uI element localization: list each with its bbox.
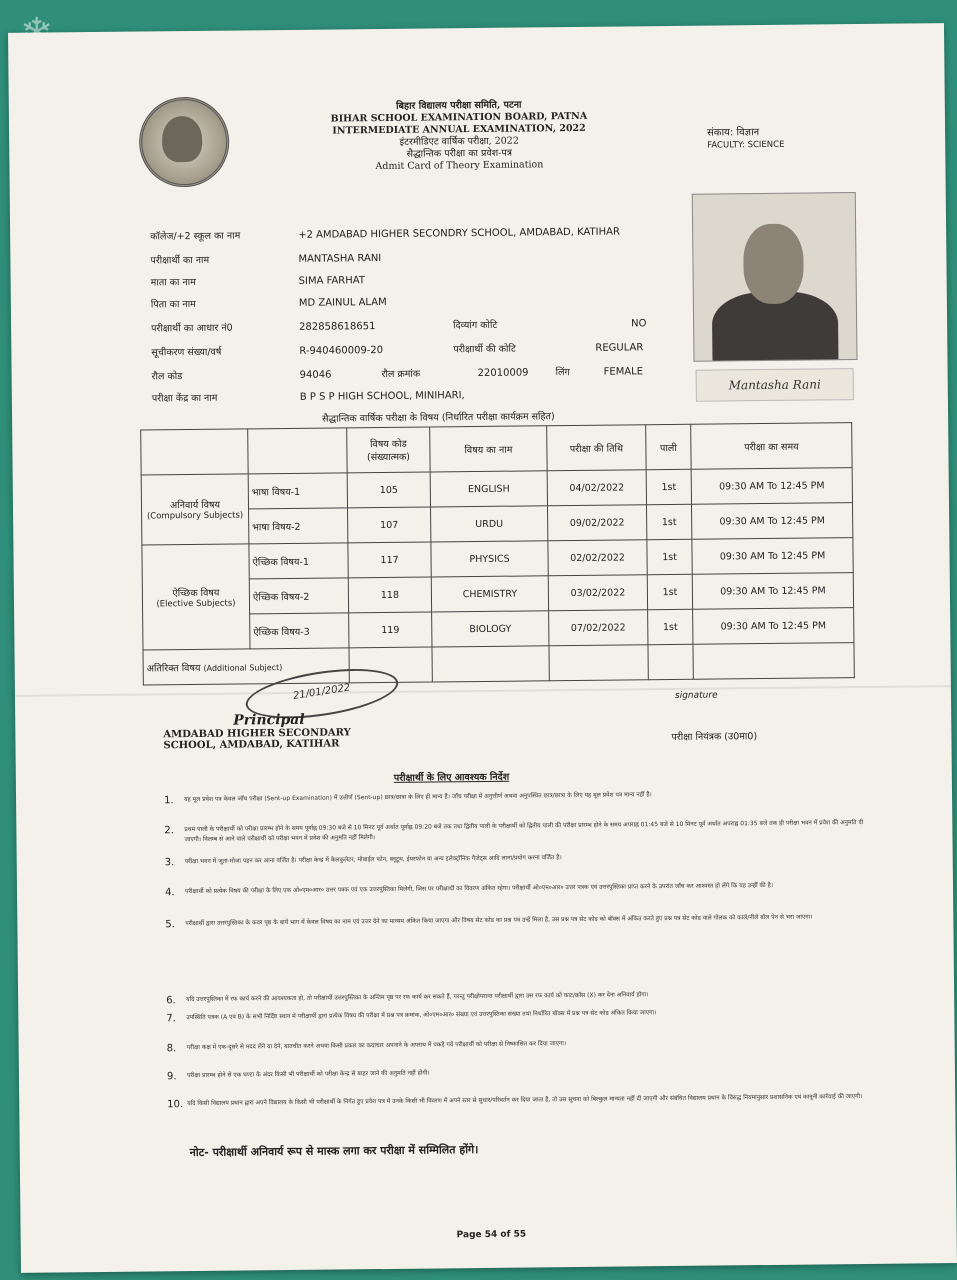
school-value: +2 AMDABAD HIGHER SECONDRY SCHOOL, AMDABAD, KATIHAR xyxy=(298,226,620,241)
category-value: REGULAR xyxy=(595,342,644,354)
document-header xyxy=(269,98,650,174)
header-date: परीक्षा की तिथि xyxy=(547,425,646,471)
instruction-text: परीक्षार्थी द्वारा उत्तरपुस्तिका के कवर पृष्ठ के बायें भाग में केवल विषय का नाम एवं उत्तर देने का माध्यम अंकित किया जाएगा और विषय सेट कोड का प्रश्न पत्र उन्हें मिला है, उस प्रश्न पत्र सेट कोड को बॉक्स में अंकित करते हुए प्रश्न पत्र सेट कोड वाले गोलक को काले/नीले बॉल पेन से भरा जाएगा। xyxy=(185,913,813,928)
instruction-number: 4. xyxy=(164,887,175,899)
exam-schedule-table xyxy=(140,422,855,685)
instruction-number: 8. xyxy=(166,1043,177,1055)
instruction-number: 9. xyxy=(166,1071,177,1083)
father-name-value: MD ZAINUL ALAM xyxy=(298,296,387,309)
paper-fold xyxy=(15,685,951,697)
instruction-text: उपस्थिति पत्रक (A एवं B) के सभी निर्दिष्ट स्थान में परीक्षार्थी द्वारा प्रत्येक विषय की परीक्षा में प्रश्न पत्र क्रमांक, ओ०एम०आर० संख्या एवं उत्तरपुस्तिका संख्या तथा निर्धारित बॉक्स में प्रश्न पत्र सेट कोड अंकित किया जाएगा। xyxy=(186,1009,657,1022)
table-header-row xyxy=(141,423,852,475)
instruction-text: परीक्षार्थी को प्रत्येक विषय की परीक्षा के लिए एक ओ०एम०आर० उत्तर पत्रक एवं एक उत्तरपुस्तिका मिलेगी, जिस पर परीक्षार्थी का विवरण अंकित रहेगा। परीक्षार्थी ओ०एम०आर० उत्तर पत्रक एवं उत्तरपुस्तिका प्राप्त करने के उपरांत जाँच कर आश्वस्त हो लेंगे कि यह उन्हीं की है। xyxy=(184,881,774,896)
roll-number-label: रौल क्रमांक xyxy=(381,368,421,381)
gender-label: लिंग xyxy=(555,367,570,379)
disability-label: दिव्यांग कोटि xyxy=(453,319,498,332)
table-row: अनिवार्य विषय (Compulsory Subjects) भाषा विषय-1 105 ENGLISH 04/02/2022 1st 09:30 AM To 12:45 PM xyxy=(141,468,852,510)
header-subject: विषय का नाम xyxy=(430,426,547,472)
registration-value: R-940460009-20 xyxy=(299,344,384,357)
exam-name-hindi: इंटरमीडिएट वार्षिक परीक्षा, 2022 xyxy=(399,135,519,148)
faculty-hindi: संकाय: विज्ञान xyxy=(707,127,760,139)
mother-name-value: SIMA FARHAT xyxy=(298,275,365,287)
card-title-english: Admit Card of Theory Examination xyxy=(375,159,544,173)
roll-code-value: 94046 xyxy=(299,369,332,381)
instruction-number: 3. xyxy=(164,857,175,869)
instruction-text: परीक्षा भवन में जूता-मोजा पहन कर आना वर्जित है। परीक्षा केन्द्र में कैलकुलेटर, मोबाईल फोन, ब्लूटूथ, ईयरफोन या अन्य इलेक्ट्रॉनिक गैजेट्स आदि लाना/प्रयोग करना वर्जित है। xyxy=(184,854,562,866)
registration-label: सूचीकरण संख्या/वर्ष xyxy=(151,346,222,359)
instruction-text: यदि किसी विद्यालय प्रधान द्वारा अपने विद्यालय के किसी भी परीक्षार्थी के निर्गत हुए प्रवेश पत्र में उनके किसी भी विवरण में अपने स्तर से सुधार/परिवर्तन कर दिया जाता है, तो उस सूचना को बिल्कुल मान्यता नहीं दी जाएगी और संबंधित विद्यालय प्रधान के विरुद्ध नियमानुसार प्रशासनिक एवं कानूनी कार्रवाई की जाएगी। xyxy=(187,1093,863,1108)
roll-code-label: रौल कोड xyxy=(151,371,183,383)
centre-value: B P S P HIGH SCHOOL, MINIHARI, xyxy=(299,390,465,403)
candidate-name-label: परीक्षार्थी का नाम xyxy=(150,254,210,267)
board-logo-icon xyxy=(139,97,230,188)
page-number: Page 54 of 55 xyxy=(456,1229,527,1241)
board-name-english: BIHAR SCHOOL EXAMINATION BOARD, PATNA xyxy=(330,110,588,125)
instruction-text: प्रथम पाली के परीक्षार्थी को परीक्षा प्रारम्भ होने के समय पूर्वाह्न 09:30 बजे से 10 मिनट पूर्व अर्थात पूर्वाह्न 09:20 बजे तक तथा द्वितीय पाली के परीक्षार्थी को द्वितीय पाली की परीक्षा प्रारम्भ होने के समय अपराह्न 01:45 बजे से 10 मिनट पूर्व अर्थात अपराह्न 01:35 बजे तक ही परीक्षा भवन में प्रवेश की अनुमति दी जाएगी। विलम्ब से आने वाले परीक्षार्थी को परीक्षा भवन में प्रवेश की अनुमति नहीं मिलेगी। xyxy=(184,818,864,844)
board-name-hindi: बिहार विद्यालय परीक्षा समिति, पटना xyxy=(396,99,522,112)
faculty-block xyxy=(707,127,784,152)
school-label: कॉलेज/+2 स्कूल का नाम xyxy=(150,230,241,243)
controller-label: परीक्षा नियंत्रक (उ0मा0) xyxy=(671,731,758,743)
aadhar-value: 282858618651 xyxy=(299,321,376,333)
instruction-number: 5. xyxy=(165,919,175,931)
date-stamp: 21/01/2022 xyxy=(243,660,402,727)
centre-label: परीक्षा केंद्र का नाम xyxy=(151,392,218,405)
faculty-english: FACULTY: SCIENCE xyxy=(707,139,785,151)
compulsory-group-label: अनिवार्य विषय (Compulsory Subjects) xyxy=(141,474,249,545)
header-code: विषय कोड (संख्यात्मक) xyxy=(347,427,430,473)
instruction-number: 6. xyxy=(166,995,176,1007)
candidate-photo xyxy=(692,192,858,362)
instruction-number: 1. xyxy=(164,795,174,807)
principal-seal xyxy=(163,711,351,751)
gender-value: FEMALE xyxy=(603,366,644,378)
instruction-text: परीक्षा कक्ष में एक-दूसरे से मदद लेने या देने, बातचीत करने अथवा किसी प्रकार का कदाचार अपनाने के अपराध में पकड़े गये परीक्षार्थी को परीक्षा से निष्कासित कर दिया जाएगा। xyxy=(186,1040,567,1052)
principal-signature: Principal xyxy=(233,711,305,729)
table-row: ऐच्छिक विषय-2 118 CHEMISTRY 03/02/2022 1st 09:30 AM To 12:45 PM xyxy=(142,573,853,615)
candidate-signature: Mantasha Rani xyxy=(696,368,854,402)
mask-note: नोट- परीक्षार्थी अनिवार्य रूप से मास्क लगा कर परीक्षा में सम्मिलित होंगे। xyxy=(189,1143,479,1160)
elective-group-label: ऐच्छिक विषय (Elective Subjects) xyxy=(142,544,250,650)
schedule-title: सैद्धान्तिक वार्षिक परीक्षा के विषय (निर्धारित परीक्षा कार्यक्रम सहित) xyxy=(322,411,555,425)
instructions-title: परीक्षार्थी के लिए आवश्यक निर्देश xyxy=(393,771,510,784)
aadhar-label: परीक्षार्थी का आधार नं0 xyxy=(151,322,233,335)
additional-subject-label: अतिरिक्त विषय (Additional Subject) xyxy=(143,648,349,685)
table-row xyxy=(143,643,854,685)
instruction-text: यदि उत्तरपुस्तिका में रफ कार्य करने की आवश्यकता हो, तो परीक्षार्थी उत्तरपुस्तिका के अन्तिम पृष्ठ पर रफ कार्य कर सकते हैं, परन्तु परीक्षोपरान्त परीक्षार्थी द्वारा उस रफ कार्य को काट/क्रॉस (X) कर देना अनिवार्य होगा। xyxy=(186,991,649,1004)
category-label: परीक्षार्थी की कोटि xyxy=(453,343,516,356)
father-name-label: पिता का नाम xyxy=(150,298,196,311)
table-row: ऐच्छिक विषय (Elective Subjects) ऐच्छिक विषय-1 117 PHYSICS 02/02/2022 1st 09:30 AM To 12:45 PM xyxy=(142,538,853,580)
exam-name-english: INTERMEDIATE ANNUAL EXAMINATION, 2022 xyxy=(332,122,586,137)
table-row: भाषा विषय-2 107 URDU 09/02/2022 1st 09:30 AM To 12:45 PM xyxy=(142,503,853,545)
instruction-number: 7. xyxy=(166,1013,176,1025)
instruction-text: परीक्षा प्रारम्भ होने से एक घण्टा के अंदर किसी भी परीक्षार्थी को परीक्षा केन्द्र से बाहर जाने की अनुमति नहीं होगी। xyxy=(186,1069,430,1080)
principal-school-line2: SCHOOL, AMDABAD, KATIHAR xyxy=(163,738,340,752)
table-row: ऐच्छिक विषय-3 119 BIOLOGY 07/02/2022 1st 09:30 AM To 12:45 PM xyxy=(143,608,854,650)
header-time: परीक्षा का समय xyxy=(691,423,852,470)
controller-signature: signature xyxy=(674,690,718,701)
instruction-number: 2. xyxy=(164,825,174,837)
instruction-number: 10. xyxy=(167,1099,184,1111)
disability-value: NO xyxy=(631,318,647,330)
header-shift: पाली xyxy=(646,424,691,469)
instruction-text: यह मूल प्रवेश पत्र केवल जाँच परीक्षा (Sent-up Examination) में उत्तीर्ण (Sent-up) छात्र/छात्रा के लिए ही मान्य है। जाँच परीक्षा में अनुत्तीर्ण अथवा अनुपस्थित छात्र/छात्रा के लिए यह मूल प्रवेश पत्र मान्य नहीं है। xyxy=(184,791,652,804)
candidate-name-value: MANTASHA RANI xyxy=(298,253,382,265)
roll-number-value: 22010009 xyxy=(477,367,529,380)
principal-school-line1: AMDABAD HIGHER SECONDARY xyxy=(163,727,351,741)
admit-card-document xyxy=(8,23,957,1273)
mother-name-label: माता का नाम xyxy=(150,276,196,289)
card-title-hindi: सैद्धान्तिक परीक्षा का प्रवेश-पत्र xyxy=(406,147,513,160)
